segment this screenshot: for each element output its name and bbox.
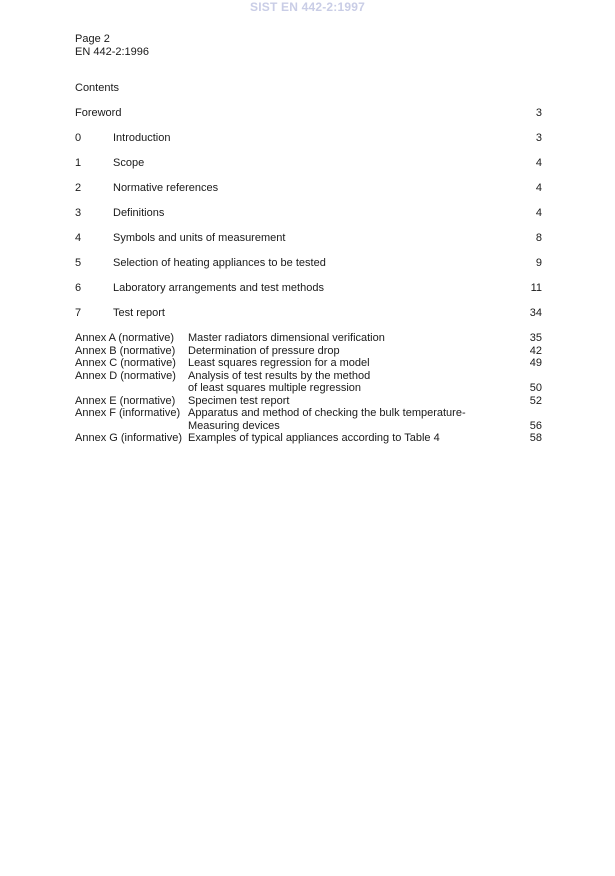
toc-item-page: 11 [530, 282, 542, 294]
toc-item-number: 7 [75, 307, 82, 319]
toc-item-number: 2 [75, 182, 82, 194]
toc-item-normative-references [75, 182, 542, 207]
toc-item-number: 5 [75, 257, 82, 269]
toc-item-title: Symbols and units of measurement [113, 232, 286, 244]
annex-label: Annex F (informative) [75, 407, 181, 419]
annex-page: 42 [529, 344, 542, 357]
annex-item-d [75, 370, 542, 395]
annex-page: 58 [529, 432, 542, 444]
watermark-title: SIST EN 442-2:1997 [250, 0, 365, 14]
toc-item-page: 4 [535, 207, 542, 219]
toc-item-selection [75, 257, 542, 282]
toc-item-scope [75, 157, 542, 182]
annex-label: Annex C (normative) [75, 357, 176, 369]
annex-label: Annex E (normative) [75, 394, 176, 407]
annex-item-c [75, 357, 542, 370]
toc-item-title: Normative references [113, 182, 219, 194]
standard-id: EN 442-2:1996 [75, 45, 149, 58]
toc-item-number: 3 [75, 207, 82, 219]
toc-item-title: Definitions [113, 207, 165, 219]
toc-item-title: Foreword [75, 107, 122, 119]
toc-item-page: 34 [529, 307, 542, 319]
toc-item-page: 9 [535, 257, 542, 269]
annex-label: Annex D (normative) [75, 369, 176, 382]
toc-item-symbols-units [75, 232, 542, 257]
annex-page: 56 [529, 419, 542, 432]
annex-title [188, 370, 488, 395]
annex-item-b [75, 345, 542, 358]
toc-item-foreword [75, 107, 542, 132]
annex-page: 50 [529, 382, 542, 394]
annex-page: 52 [529, 394, 542, 407]
annex-label: Annex B (normative) [75, 344, 176, 357]
toc-list [75, 107, 542, 332]
toc-item-page: 3 [535, 107, 542, 119]
toc-item-number: 1 [75, 157, 82, 169]
toc-item-laboratory [75, 282, 542, 307]
page-number: Page 2 [75, 33, 110, 45]
toc-item-page: 8 [535, 232, 542, 244]
toc-item-title: Selection of heating appliances to be tested [113, 257, 326, 269]
annex-list [75, 332, 542, 445]
annex-title: Specimen test report [188, 394, 290, 407]
annex-title: Examples of typical appliances according to Table 4 [188, 432, 440, 444]
toc-item-title: Test report [113, 307, 165, 319]
toc-item-number: 4 [75, 232, 82, 244]
toc-item-title: Laboratory arrangements and test methods [113, 282, 324, 294]
toc-item-number: 0 [75, 132, 82, 144]
toc-item-number: 6 [75, 282, 82, 294]
toc-item-title: Scope [113, 157, 145, 169]
annex-title: Determination of pressure drop [188, 344, 340, 357]
annex-title-line-1: Apparatus and method of checking the bulk temperature- [188, 407, 466, 419]
annex-page: 35 [529, 332, 542, 344]
toc-item-definitions [75, 207, 542, 232]
annex-title: Least squares regression for a model [188, 357, 370, 369]
annex-item-f [75, 407, 542, 432]
annex-title-line-2: of least squares multiple regression [188, 382, 362, 394]
toc-item-page: 4 [535, 157, 542, 169]
annex-label: Annex A (normative) [75, 332, 175, 344]
annex-item-a [75, 332, 542, 345]
annex-page: 49 [529, 357, 542, 369]
annex-item-g [75, 432, 542, 445]
contents-heading: Contents [75, 82, 120, 94]
toc-item-introduction [75, 132, 542, 157]
toc-item-title: Introduction [113, 132, 171, 144]
toc-item-page: 3 [535, 132, 542, 144]
annex-item-e [75, 395, 542, 408]
annex-title-line-2: Measuring devices [188, 419, 280, 432]
toc-item-test-report [75, 307, 542, 332]
toc-item-page: 4 [535, 182, 542, 194]
annex-label: Annex G (informative) [75, 432, 182, 444]
annex-title: Master radiators dimensional verification [188, 332, 385, 344]
annex-title-line-1: Analysis of test results by the method [188, 369, 371, 382]
annex-title [188, 407, 488, 432]
page-header [75, 33, 149, 58]
